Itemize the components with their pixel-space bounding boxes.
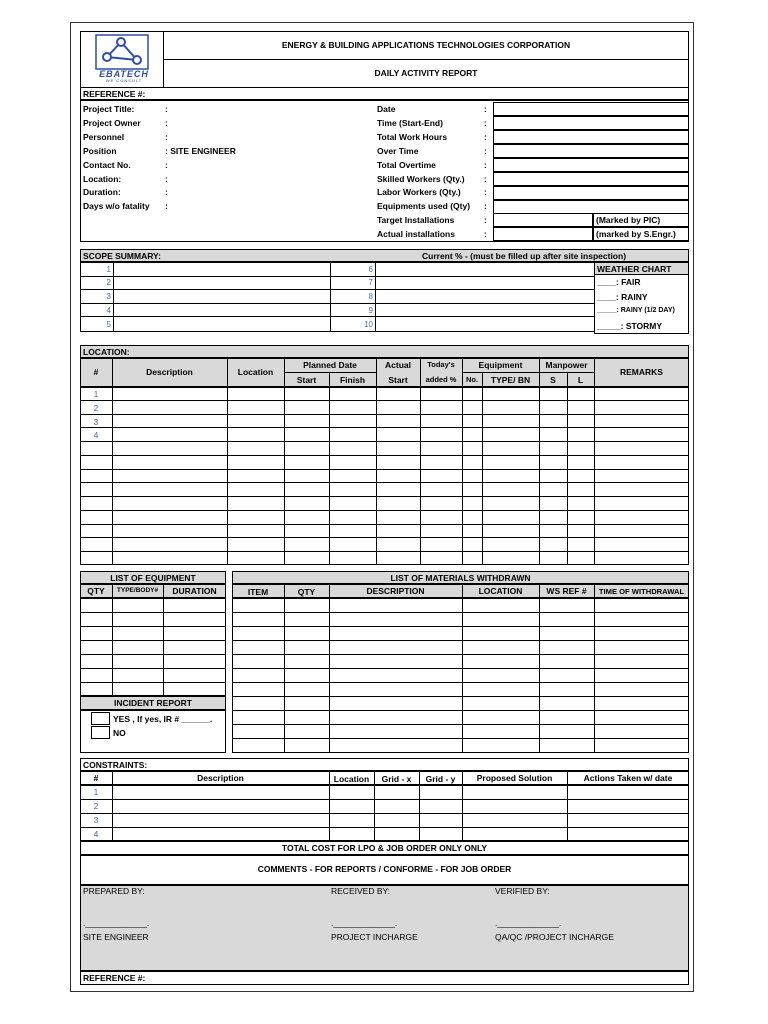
mat-col-item: ITEM (247, 587, 269, 597)
col-planned-finish: Finish (339, 375, 366, 385)
col-remarks: REMARKS (620, 367, 663, 377)
location-header (80, 345, 689, 358)
incident-title: INCIDENT REPORT (114, 698, 192, 708)
con-col-actions: Actions Taken w/ date (583, 773, 673, 783)
verified-by-role: QA/QC /PROJECT INCHARGE (495, 932, 614, 942)
overtime-field[interactable] (493, 144, 689, 158)
col-manpower-l: L (577, 375, 584, 385)
position-label: Position (83, 146, 117, 156)
col-equipment: Equipment (478, 360, 523, 370)
con-col-solution: Proposed Solution (476, 773, 553, 783)
col-num: # (93, 367, 99, 377)
prepared-by-role: SITE ENGINEER (83, 932, 149, 942)
materials-title: LIST OF MATERIALS WITHDRAWN (390, 573, 531, 583)
equipments-used-field[interactable] (493, 200, 689, 214)
weather-chart-title: WEATHER CHART (597, 264, 672, 274)
col-manpower: Manpower (545, 360, 588, 370)
equipments-used-colon: : (484, 201, 487, 211)
incident-yes-label: YES , If yes, IR # ______. (113, 714, 213, 724)
mat-col-time: TIME OF WITHDRAWAL (598, 587, 685, 596)
date-colon: : (484, 104, 487, 114)
marked-engr-label: (marked by S.Engr.) (596, 229, 676, 239)
marked-pic-label: (Marked by PIC) (596, 215, 661, 225)
equipments-used-label: Equipments used (Qty) (377, 201, 471, 211)
col-planned-start: Start (296, 375, 317, 385)
work-hours-colon: : (484, 132, 487, 142)
scope-row: 3 8 (81, 290, 595, 304)
weather-fair[interactable]: ____: FAIR (597, 277, 641, 287)
target-installations-label: Target Installations (377, 215, 455, 225)
incident-no-label: NO (113, 728, 126, 738)
personnel-value[interactable]: : (165, 132, 168, 142)
comments-label: COMMENTS - FOR REPORTS / CONFORME - FOR JOB ORDER (257, 864, 512, 874)
con-col-grid-x: Grid - x (381, 774, 412, 784)
project-title-value[interactable]: : (165, 104, 168, 114)
company-name: ENERGY & BUILDING APPLICATIONS TECHNOLOGIES CORPORATION (281, 40, 571, 50)
equipment-list-title: LIST OF EQUIPMENT (110, 573, 196, 583)
scope-current-note: Current % - (must be filled up after site inspection) (422, 251, 627, 261)
received-by-line[interactable]: ._____________. (331, 918, 398, 928)
target-installations-field[interactable] (493, 213, 593, 227)
time-field[interactable] (493, 116, 689, 130)
prepared-by-line[interactable]: ._____________. (83, 918, 150, 928)
time-colon: : (484, 118, 487, 128)
col-manpower-s: S (550, 375, 556, 385)
footer-reference-label: REFERENCE #: (83, 973, 146, 983)
location-row-num: 3 (93, 417, 99, 427)
reference-label: REFERENCE #: (83, 89, 146, 99)
weather-stormy[interactable]: _____: STORMY (597, 321, 663, 331)
actual-installations-colon: : (484, 229, 487, 239)
location-row-num: 2 (93, 403, 99, 413)
actual-installations-label: Actual installations (377, 229, 455, 239)
signature-block (80, 885, 689, 971)
total-overtime-field[interactable] (493, 158, 689, 172)
fatality-label: Days w/o fatality (83, 201, 150, 211)
work-hours-field[interactable] (493, 130, 689, 144)
constraint-row-num: 2 (93, 801, 99, 811)
verified-by-line[interactable]: ._____________. (495, 918, 562, 928)
scope-title: SCOPE SUMMARY: (83, 251, 161, 261)
col-actual-start: Start (388, 375, 408, 385)
location-label: Location: (83, 174, 122, 184)
constraints-header (80, 758, 689, 771)
con-col-location: Location (333, 774, 370, 784)
mat-col-description: DESCRIPTION (366, 586, 425, 596)
reference-row (80, 87, 689, 100)
project-owner-label: Project Owner (83, 118, 141, 128)
date-label: Date (377, 104, 396, 114)
labor-workers-label: Labor Workers (Qty.) (377, 187, 461, 197)
total-overtime-label: Total Overtime (377, 160, 436, 170)
project-owner-value[interactable]: : (165, 118, 168, 128)
mat-col-ws-ref: WS REF # (546, 586, 587, 596)
company-logo (93, 34, 155, 84)
target-installations-colon: : (484, 215, 487, 225)
location-value[interactable]: : (165, 174, 168, 184)
personnel-label: Personnel (83, 132, 125, 142)
footer-reference-row (80, 971, 689, 985)
con-col-num: # (93, 773, 99, 783)
equip-col-qty: QTY (87, 586, 105, 596)
received-by-label: RECEIVED BY: (331, 886, 391, 896)
date-field[interactable] (493, 102, 689, 116)
actual-installations-field[interactable] (493, 227, 593, 241)
labor-workers-field[interactable] (493, 186, 689, 200)
constraint-row-num: 4 (93, 829, 99, 839)
location-row-num: 4 (93, 430, 99, 440)
total-cost-label: TOTAL COST FOR LPO & JOB ORDER ONLY ONLY (281, 843, 488, 853)
col-actual: Actual (385, 360, 411, 370)
work-hours-label: Total Work Hours (377, 132, 448, 142)
skilled-workers-colon: : (484, 174, 487, 184)
overtime-label: Over Time (377, 146, 419, 156)
project-title-label: Project Title: (83, 104, 135, 114)
equip-col-duration: DURATION (172, 586, 217, 596)
col-planned-date: Planned Date (303, 360, 357, 370)
scope-row: 4 9 (81, 303, 595, 317)
weather-rainy[interactable]: ____: RAINY (597, 292, 648, 302)
location-title: LOCATION: (83, 347, 130, 357)
weather-rainy-half[interactable]: _____: RAINY (1/2 DAY) (597, 307, 675, 314)
duration-value[interactable]: : (165, 187, 168, 197)
labor-workers-colon: : (484, 187, 487, 197)
prepared-by-label: PREPARED BY: (83, 886, 145, 896)
scope-row: 1 6 (81, 263, 595, 277)
location-row-num: 1 (93, 389, 99, 399)
duration-label: Duration: (83, 187, 121, 197)
verified-by-label: VERIFIED BY: (495, 886, 550, 896)
col-equip-type: TYPE/ BN (490, 375, 531, 385)
incident-no-checkbox[interactable] (91, 726, 110, 739)
materials-body[interactable] (232, 598, 689, 753)
fatality-value[interactable]: : (165, 201, 168, 211)
logo-tagline: WE CONSULT (105, 78, 143, 83)
constraint-row-num: 3 (93, 815, 99, 825)
con-col-description: Description (197, 773, 244, 783)
report-page (70, 22, 694, 992)
logo-text: EBATECH (99, 69, 149, 79)
skilled-workers-field[interactable] (493, 172, 689, 186)
incident-yes-checkbox[interactable] (91, 712, 110, 725)
received-by-role: PROJECT INCHARGE (331, 932, 418, 942)
contact-label: Contact No. (83, 160, 131, 170)
mat-col-qty: QTY (297, 587, 316, 597)
scope-row: 2 7 (81, 276, 595, 290)
col-location: Location (237, 367, 274, 377)
constraints-title: CONSTRAINTS: (83, 760, 148, 770)
position-value[interactable]: : SITE ENGINEER (165, 146, 236, 156)
con-col-grid-y: Grid - y (425, 774, 456, 784)
col-equip-no: No. (465, 375, 479, 384)
contact-value[interactable]: : (165, 160, 168, 170)
constraint-row-num: 1 (93, 787, 99, 797)
scope-row: 5 10 (81, 317, 595, 332)
skilled-workers-label: Skilled Workers (Qty.) (377, 174, 465, 184)
overtime-colon: : (484, 146, 487, 156)
time-label: Time (Start-End) (377, 118, 443, 128)
col-todays: Today's (427, 360, 455, 369)
report-title: DAILY ACTIVITY REPORT (374, 68, 478, 78)
mat-col-location: LOCATION (478, 586, 523, 596)
scope-table (80, 262, 595, 332)
total-overtime-colon: : (484, 160, 487, 170)
col-added: added % (425, 375, 457, 384)
col-description: Description (146, 367, 193, 377)
equip-col-type: TYPE/BODY# (116, 587, 159, 594)
